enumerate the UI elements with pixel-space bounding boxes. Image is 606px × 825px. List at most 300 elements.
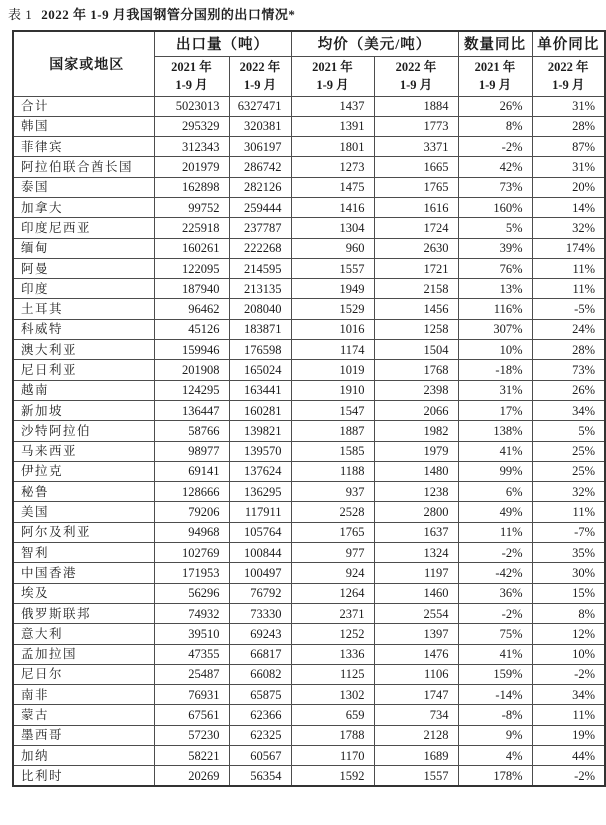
value-cell: 65875 bbox=[229, 685, 291, 705]
table-row bbox=[13, 218, 605, 238]
value-cell: 1765 bbox=[291, 522, 374, 542]
value-cell: 1252 bbox=[291, 624, 374, 644]
value-cell: 1982 bbox=[374, 421, 458, 441]
country-cell: 新加坡 bbox=[13, 400, 154, 420]
table-row bbox=[13, 482, 605, 502]
subheader-period: 1-9 月 bbox=[243, 78, 277, 92]
table-row bbox=[13, 563, 605, 583]
subheader-period: 1-9 月 bbox=[552, 78, 585, 92]
table-title bbox=[0, 0, 606, 24]
value-cell: 73330 bbox=[229, 603, 291, 623]
table-row bbox=[13, 502, 605, 522]
country-cell: 土耳其 bbox=[13, 299, 154, 319]
value-cell: 3371 bbox=[374, 137, 458, 157]
value-cell: 1504 bbox=[374, 340, 458, 360]
value-cell: 1592 bbox=[291, 766, 374, 786]
value-cell: 659 bbox=[291, 705, 374, 725]
value-cell: 87% bbox=[532, 137, 605, 157]
value-cell: 124295 bbox=[154, 380, 229, 400]
value-cell: 176598 bbox=[229, 340, 291, 360]
value-cell: 13% bbox=[458, 279, 532, 299]
value-cell: -14% bbox=[458, 685, 532, 705]
value-cell: 138% bbox=[458, 421, 532, 441]
value-cell: 11% bbox=[532, 502, 605, 522]
export-table bbox=[12, 30, 606, 787]
country-cell: 孟加拉国 bbox=[13, 644, 154, 664]
table-row bbox=[13, 340, 605, 360]
subheader-year: 2022 年 bbox=[239, 60, 281, 74]
country-cell: 科威特 bbox=[13, 319, 154, 339]
country-cell: 智利 bbox=[13, 543, 154, 563]
value-cell: 9% bbox=[458, 725, 532, 745]
country-cell: 印度尼西亚 bbox=[13, 218, 154, 238]
value-cell: 39510 bbox=[154, 624, 229, 644]
table-row bbox=[13, 746, 605, 766]
value-cell: 320381 bbox=[229, 116, 291, 136]
value-cell: 28% bbox=[532, 116, 605, 136]
country-cell: 俄罗斯联邦 bbox=[13, 603, 154, 623]
value-cell: 160% bbox=[458, 197, 532, 217]
value-cell: 222268 bbox=[229, 238, 291, 258]
table-row bbox=[13, 603, 605, 623]
value-cell: 39% bbox=[458, 238, 532, 258]
country-cell: 比利时 bbox=[13, 766, 154, 786]
value-cell: 100844 bbox=[229, 543, 291, 563]
value-cell: 237787 bbox=[229, 218, 291, 238]
value-cell: -8% bbox=[458, 705, 532, 725]
value-cell: 312343 bbox=[154, 137, 229, 157]
value-cell: 1724 bbox=[374, 218, 458, 238]
table-row bbox=[13, 279, 605, 299]
table-title-prefix: 表 1 bbox=[8, 7, 33, 22]
value-cell: 67561 bbox=[154, 705, 229, 725]
value-cell: 11% bbox=[532, 279, 605, 299]
header-avg-price: 均价（美元/吨） bbox=[291, 31, 458, 56]
table-row bbox=[13, 96, 605, 116]
table-row bbox=[13, 238, 605, 258]
subheader-year: 2021 年 bbox=[474, 60, 516, 74]
table-row bbox=[13, 157, 605, 177]
value-cell: 32% bbox=[532, 482, 605, 502]
value-cell: 1016 bbox=[291, 319, 374, 339]
value-cell: 25% bbox=[532, 461, 605, 481]
value-cell: 734 bbox=[374, 705, 458, 725]
value-cell: -2% bbox=[458, 603, 532, 623]
value-cell: 1616 bbox=[374, 197, 458, 217]
table-row bbox=[13, 705, 605, 725]
value-cell: 8% bbox=[532, 603, 605, 623]
value-cell: -42% bbox=[458, 563, 532, 583]
value-cell: 1529 bbox=[291, 299, 374, 319]
value-cell: 259444 bbox=[229, 197, 291, 217]
value-cell: 1884 bbox=[374, 96, 458, 116]
value-cell: 75% bbox=[458, 624, 532, 644]
value-cell: 20269 bbox=[154, 766, 229, 786]
value-cell: 44% bbox=[532, 746, 605, 766]
value-cell: 159946 bbox=[154, 340, 229, 360]
value-cell: 1460 bbox=[374, 583, 458, 603]
table-row bbox=[13, 400, 605, 420]
country-cell: 加纳 bbox=[13, 746, 154, 766]
country-cell: 中国香港 bbox=[13, 563, 154, 583]
country-cell: 韩国 bbox=[13, 116, 154, 136]
country-cell: 秘鲁 bbox=[13, 482, 154, 502]
value-cell: 1125 bbox=[291, 664, 374, 684]
value-cell: 1887 bbox=[291, 421, 374, 441]
value-cell: 937 bbox=[291, 482, 374, 502]
value-cell: 1949 bbox=[291, 279, 374, 299]
value-cell: 11% bbox=[532, 705, 605, 725]
value-cell: 8% bbox=[458, 116, 532, 136]
value-cell: 160281 bbox=[229, 400, 291, 420]
value-cell: 139821 bbox=[229, 421, 291, 441]
value-cell: 58221 bbox=[154, 746, 229, 766]
value-cell: 11% bbox=[458, 522, 532, 542]
country-cell: 越南 bbox=[13, 380, 154, 400]
value-cell: 1585 bbox=[291, 441, 374, 461]
value-cell: 2554 bbox=[374, 603, 458, 623]
value-cell: 1721 bbox=[374, 258, 458, 278]
value-cell: 41% bbox=[458, 441, 532, 461]
table-header bbox=[13, 31, 605, 96]
country-cell: 美国 bbox=[13, 502, 154, 522]
value-cell: 60567 bbox=[229, 746, 291, 766]
value-cell: 76% bbox=[458, 258, 532, 278]
table-row bbox=[13, 461, 605, 481]
value-cell: 1258 bbox=[374, 319, 458, 339]
value-cell: 34% bbox=[532, 400, 605, 420]
value-cell: -2% bbox=[532, 664, 605, 684]
value-cell: 99% bbox=[458, 461, 532, 481]
value-cell: 178% bbox=[458, 766, 532, 786]
value-cell: 1302 bbox=[291, 685, 374, 705]
value-cell: 1336 bbox=[291, 644, 374, 664]
value-cell: 1456 bbox=[374, 299, 458, 319]
value-cell: 34% bbox=[532, 685, 605, 705]
country-cell: 墨西哥 bbox=[13, 725, 154, 745]
value-cell: 1264 bbox=[291, 583, 374, 603]
value-cell: 1416 bbox=[291, 197, 374, 217]
value-cell: 35% bbox=[532, 543, 605, 563]
value-cell: 6327471 bbox=[229, 96, 291, 116]
subheader-period: 1-9 月 bbox=[478, 78, 512, 92]
table-body bbox=[13, 96, 605, 786]
value-cell: 1689 bbox=[374, 746, 458, 766]
value-cell: 31% bbox=[532, 157, 605, 177]
value-cell: 214595 bbox=[229, 258, 291, 278]
value-cell: 201979 bbox=[154, 157, 229, 177]
country-cell: 意大利 bbox=[13, 624, 154, 644]
value-cell: 162898 bbox=[154, 177, 229, 197]
table-row bbox=[13, 644, 605, 664]
value-cell: 69141 bbox=[154, 461, 229, 481]
value-cell: 116% bbox=[458, 299, 532, 319]
value-cell: 17% bbox=[458, 400, 532, 420]
value-cell: 56354 bbox=[229, 766, 291, 786]
value-cell: 213135 bbox=[229, 279, 291, 299]
subheader-period: 1-9 月 bbox=[399, 78, 433, 92]
value-cell: 19% bbox=[532, 725, 605, 745]
value-cell: 306197 bbox=[229, 137, 291, 157]
header-country: 国家或地区 bbox=[13, 31, 154, 96]
value-cell: 1476 bbox=[374, 644, 458, 664]
value-cell: 26% bbox=[532, 380, 605, 400]
value-cell: 45126 bbox=[154, 319, 229, 339]
value-cell: 159% bbox=[458, 664, 532, 684]
value-cell: 99752 bbox=[154, 197, 229, 217]
value-cell: 128666 bbox=[154, 482, 229, 502]
country-cell: 阿尔及利亚 bbox=[13, 522, 154, 542]
value-cell: 1174 bbox=[291, 340, 374, 360]
header-export-volume: 出口量（吨） bbox=[154, 31, 291, 56]
value-cell: 96462 bbox=[154, 299, 229, 319]
value-cell: 1238 bbox=[374, 482, 458, 502]
table-row bbox=[13, 197, 605, 217]
value-cell: 139570 bbox=[229, 441, 291, 461]
value-cell: 76931 bbox=[154, 685, 229, 705]
value-cell: 49% bbox=[458, 502, 532, 522]
table-row bbox=[13, 624, 605, 644]
value-cell: 137624 bbox=[229, 461, 291, 481]
value-cell: 73% bbox=[458, 177, 532, 197]
table-row bbox=[13, 766, 605, 786]
value-cell: 74932 bbox=[154, 603, 229, 623]
value-cell: 1475 bbox=[291, 177, 374, 197]
header-row-groups bbox=[13, 31, 605, 56]
value-cell: 66082 bbox=[229, 664, 291, 684]
value-cell: 11% bbox=[532, 258, 605, 278]
value-cell: 286742 bbox=[229, 157, 291, 177]
value-cell: -2% bbox=[458, 137, 532, 157]
subheader-export-2021 bbox=[154, 56, 229, 96]
value-cell: 57230 bbox=[154, 725, 229, 745]
value-cell: 1480 bbox=[374, 461, 458, 481]
subheader-price-2022 bbox=[374, 56, 458, 96]
value-cell: 98977 bbox=[154, 441, 229, 461]
value-cell: 26% bbox=[458, 96, 532, 116]
value-cell: 163441 bbox=[229, 380, 291, 400]
subheader-unitprice-yoy bbox=[532, 56, 605, 96]
value-cell: 307% bbox=[458, 319, 532, 339]
subheader-year: 2022 年 bbox=[547, 60, 589, 74]
table-row bbox=[13, 522, 605, 542]
value-cell: -2% bbox=[532, 766, 605, 786]
value-cell: 171953 bbox=[154, 563, 229, 583]
table-row bbox=[13, 421, 605, 441]
value-cell: 14% bbox=[532, 197, 605, 217]
value-cell: -2% bbox=[458, 543, 532, 563]
country-cell: 合计 bbox=[13, 96, 154, 116]
subheader-period: 1-9 月 bbox=[175, 78, 208, 92]
value-cell: 1106 bbox=[374, 664, 458, 684]
table-row bbox=[13, 177, 605, 197]
value-cell: 94968 bbox=[154, 522, 229, 542]
value-cell: 32% bbox=[532, 218, 605, 238]
country-cell: 伊拉克 bbox=[13, 461, 154, 481]
value-cell: 30% bbox=[532, 563, 605, 583]
table-row bbox=[13, 583, 605, 603]
subheader-year: 2022 年 bbox=[395, 60, 437, 74]
value-cell: 73% bbox=[532, 360, 605, 380]
value-cell: 79206 bbox=[154, 502, 229, 522]
country-cell: 马来西亚 bbox=[13, 441, 154, 461]
country-cell: 南非 bbox=[13, 685, 154, 705]
value-cell: 1397 bbox=[374, 624, 458, 644]
value-cell: 1788 bbox=[291, 725, 374, 745]
table-row bbox=[13, 258, 605, 278]
value-cell: 1557 bbox=[374, 766, 458, 786]
country-cell: 菲律宾 bbox=[13, 137, 154, 157]
value-cell: 62325 bbox=[229, 725, 291, 745]
value-cell: -7% bbox=[532, 522, 605, 542]
value-cell: 1170 bbox=[291, 746, 374, 766]
value-cell: 41% bbox=[458, 644, 532, 664]
subheader-qty-yoy bbox=[458, 56, 532, 96]
value-cell: 1665 bbox=[374, 157, 458, 177]
country-cell: 尼日利亚 bbox=[13, 360, 154, 380]
value-cell: 42% bbox=[458, 157, 532, 177]
value-cell: 174% bbox=[532, 238, 605, 258]
value-cell: 1188 bbox=[291, 461, 374, 481]
value-cell: 2128 bbox=[374, 725, 458, 745]
subheader-year: 2021 年 bbox=[312, 60, 353, 74]
value-cell: 105764 bbox=[229, 522, 291, 542]
value-cell: 1768 bbox=[374, 360, 458, 380]
value-cell: 4% bbox=[458, 746, 532, 766]
value-cell: 136295 bbox=[229, 482, 291, 502]
value-cell: 924 bbox=[291, 563, 374, 583]
value-cell: 1273 bbox=[291, 157, 374, 177]
value-cell: 165024 bbox=[229, 360, 291, 380]
value-cell: 295329 bbox=[154, 116, 229, 136]
country-cell: 阿拉伯联合酋长国 bbox=[13, 157, 154, 177]
value-cell: 66817 bbox=[229, 644, 291, 664]
table-row bbox=[13, 116, 605, 136]
value-cell: 10% bbox=[458, 340, 532, 360]
country-cell: 泰国 bbox=[13, 177, 154, 197]
value-cell: 1910 bbox=[291, 380, 374, 400]
value-cell: 1979 bbox=[374, 441, 458, 461]
value-cell: 187940 bbox=[154, 279, 229, 299]
value-cell: 282126 bbox=[229, 177, 291, 197]
value-cell: 1197 bbox=[374, 563, 458, 583]
country-cell: 尼日尔 bbox=[13, 664, 154, 684]
country-cell: 埃及 bbox=[13, 583, 154, 603]
value-cell: 2630 bbox=[374, 238, 458, 258]
value-cell: 31% bbox=[532, 96, 605, 116]
value-cell: 1557 bbox=[291, 258, 374, 278]
value-cell: 160261 bbox=[154, 238, 229, 258]
value-cell: 36% bbox=[458, 583, 532, 603]
value-cell: 6% bbox=[458, 482, 532, 502]
value-cell: 2800 bbox=[374, 502, 458, 522]
value-cell: 5% bbox=[532, 421, 605, 441]
value-cell: 1391 bbox=[291, 116, 374, 136]
value-cell: 5% bbox=[458, 218, 532, 238]
value-cell: 5023013 bbox=[154, 96, 229, 116]
table-row bbox=[13, 685, 605, 705]
value-cell: 117911 bbox=[229, 502, 291, 522]
country-cell: 阿曼 bbox=[13, 258, 154, 278]
value-cell: 2066 bbox=[374, 400, 458, 420]
value-cell: 2528 bbox=[291, 502, 374, 522]
value-cell: 20% bbox=[532, 177, 605, 197]
table-row bbox=[13, 299, 605, 319]
value-cell: 1773 bbox=[374, 116, 458, 136]
value-cell: 2398 bbox=[374, 380, 458, 400]
value-cell: 102769 bbox=[154, 543, 229, 563]
country-cell: 加拿大 bbox=[13, 197, 154, 217]
country-cell: 缅甸 bbox=[13, 238, 154, 258]
country-cell: 印度 bbox=[13, 279, 154, 299]
value-cell: 1765 bbox=[374, 177, 458, 197]
table-row bbox=[13, 664, 605, 684]
value-cell: 28% bbox=[532, 340, 605, 360]
value-cell: 1637 bbox=[374, 522, 458, 542]
value-cell: 1437 bbox=[291, 96, 374, 116]
table-row bbox=[13, 725, 605, 745]
table-row bbox=[13, 360, 605, 380]
value-cell: 960 bbox=[291, 238, 374, 258]
value-cell: 56296 bbox=[154, 583, 229, 603]
value-cell: 1747 bbox=[374, 685, 458, 705]
subheader-export-2022 bbox=[229, 56, 291, 96]
value-cell: 1324 bbox=[374, 543, 458, 563]
header-quantity-yoy: 数量同比 bbox=[458, 31, 532, 56]
value-cell: 58766 bbox=[154, 421, 229, 441]
value-cell: 2371 bbox=[291, 603, 374, 623]
header-unitprice-yoy: 单价同比 bbox=[532, 31, 605, 56]
value-cell: 1304 bbox=[291, 218, 374, 238]
country-cell: 蒙古 bbox=[13, 705, 154, 725]
table-row bbox=[13, 441, 605, 461]
value-cell: 1801 bbox=[291, 137, 374, 157]
table-row bbox=[13, 137, 605, 157]
value-cell: 225918 bbox=[154, 218, 229, 238]
value-cell: 31% bbox=[458, 380, 532, 400]
country-cell: 澳大利亚 bbox=[13, 340, 154, 360]
table-row bbox=[13, 319, 605, 339]
value-cell: 25% bbox=[532, 441, 605, 461]
subheader-period: 1-9 月 bbox=[316, 78, 349, 92]
value-cell: 183871 bbox=[229, 319, 291, 339]
value-cell: 47355 bbox=[154, 644, 229, 664]
country-cell: 沙特阿拉伯 bbox=[13, 421, 154, 441]
value-cell: 122095 bbox=[154, 258, 229, 278]
value-cell: 24% bbox=[532, 319, 605, 339]
value-cell: 10% bbox=[532, 644, 605, 664]
value-cell: 201908 bbox=[154, 360, 229, 380]
table-row bbox=[13, 543, 605, 563]
value-cell: 208040 bbox=[229, 299, 291, 319]
subheader-year: 2021 年 bbox=[171, 60, 212, 74]
value-cell: -18% bbox=[458, 360, 532, 380]
value-cell: 1547 bbox=[291, 400, 374, 420]
table-title-main: 2022 年 1-9 月我国钢管分国别的出口情况* bbox=[41, 7, 296, 22]
value-cell: 2158 bbox=[374, 279, 458, 299]
value-cell: 25487 bbox=[154, 664, 229, 684]
value-cell: 69243 bbox=[229, 624, 291, 644]
value-cell: 76792 bbox=[229, 583, 291, 603]
table-row bbox=[13, 380, 605, 400]
value-cell: 1019 bbox=[291, 360, 374, 380]
value-cell: -5% bbox=[532, 299, 605, 319]
value-cell: 977 bbox=[291, 543, 374, 563]
value-cell: 62366 bbox=[229, 705, 291, 725]
value-cell: 100497 bbox=[229, 563, 291, 583]
value-cell: 136447 bbox=[154, 400, 229, 420]
value-cell: 15% bbox=[532, 583, 605, 603]
